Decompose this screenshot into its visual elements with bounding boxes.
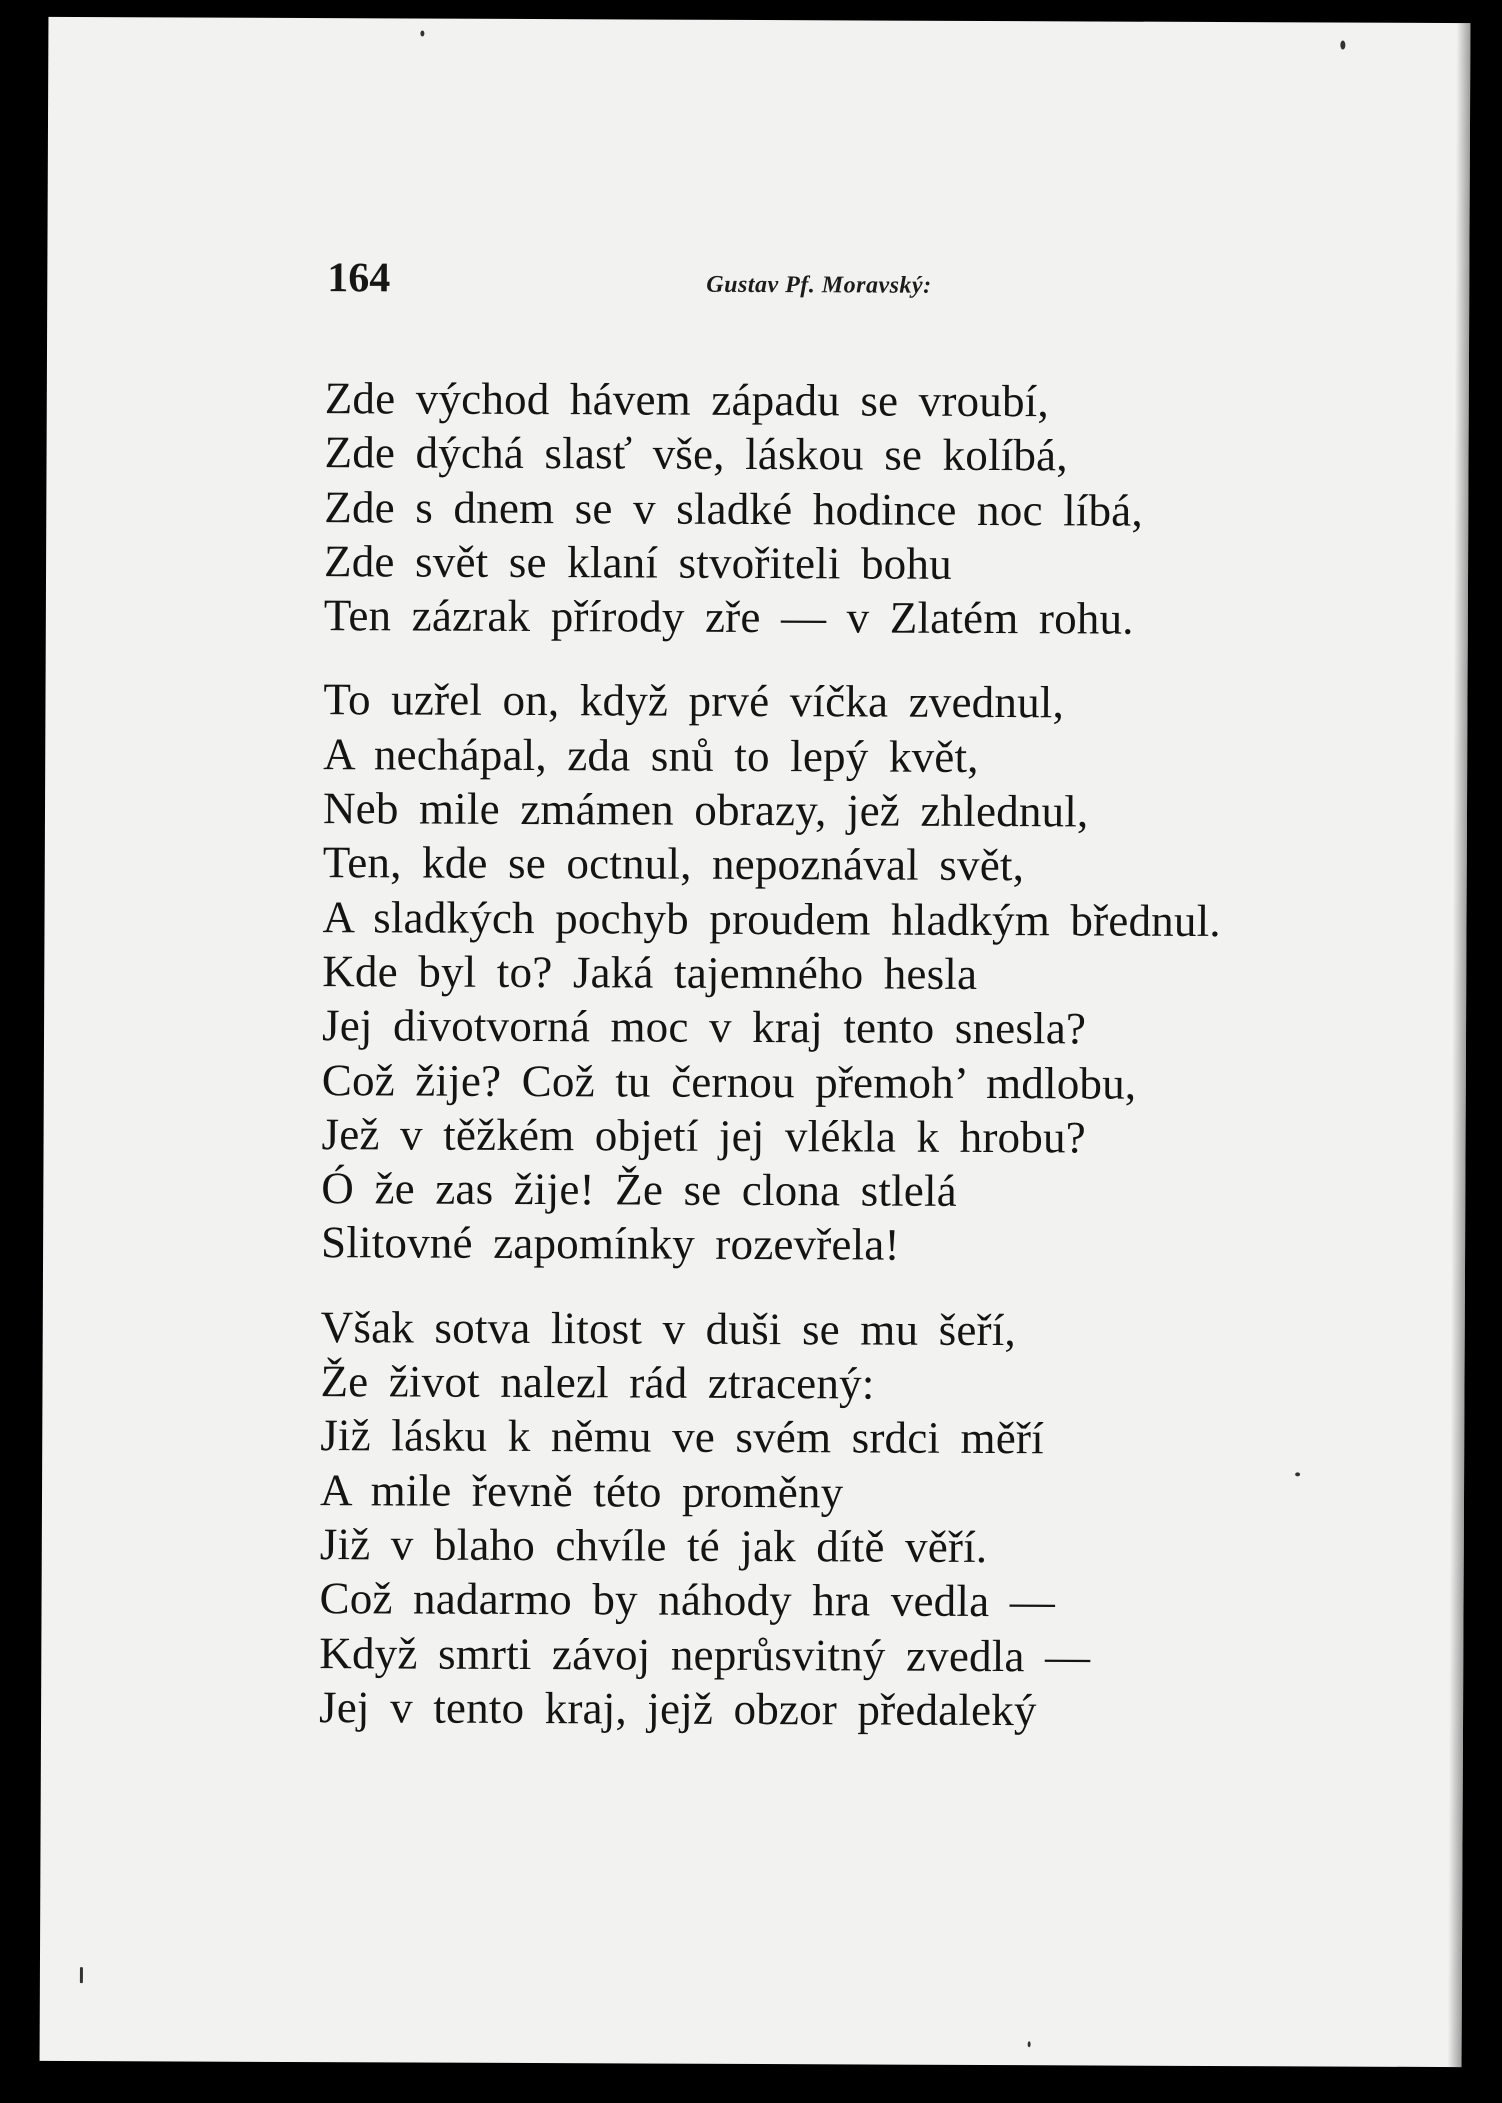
verse-line: A mile řevně této proměny	[319, 1464, 844, 1518]
verse-line: Již lásku k němu ve svém srdci měří	[320, 1410, 1044, 1464]
verse-line: Když smrti závoj neprůsvitný zvedla —	[319, 1627, 1091, 1681]
paper-speck	[1340, 41, 1345, 50]
verse-line: Zde svět se klaní stvořiteli bohu	[323, 536, 952, 589]
running-head: Gustav Pf. Moravský:	[706, 271, 932, 299]
verse-line: Což žije? Což tu černou přemoh’ mdlobu,	[321, 1054, 1137, 1109]
page-header	[327, 248, 1027, 321]
page-number: 164	[327, 255, 391, 302]
verse-line: Zde s dnem se v sladké hodince noc líbá,	[324, 481, 1143, 536]
verse-line: Však sotva litost v duši se mu šeří,	[320, 1301, 1017, 1355]
stanza-1	[324, 371, 1325, 647]
paper-speck	[80, 1967, 83, 1983]
verse-line: Což nadarmo by náhody hra vedla —	[319, 1573, 1056, 1627]
verse-line: Jej v tento kraj, jejž obzor předaleký	[318, 1681, 1037, 1736]
verse-line: A nechápal, zda snů to lepý květ,	[323, 728, 979, 782]
verse-line: Zde východ hávem západu se vroubí,	[324, 373, 1049, 427]
stanza-2	[321, 673, 1324, 1275]
verse-line: To uzřel on, když prvé víčka zvednul,	[323, 674, 1065, 728]
verse-line: Jež v těžkém objetí jej vlékla k hrobu?	[321, 1108, 1087, 1163]
book-page	[40, 17, 1471, 2067]
verse-line: Již v blaho chvíle té jak dítě věří.	[319, 1519, 988, 1572]
verse-line: Kde byl to? Jaká tajemného hesla	[322, 946, 978, 999]
paper-speck	[1028, 2041, 1031, 2047]
poem-text	[319, 371, 1325, 1768]
verse-line: Ó že zas žije! Že se clona stlelá	[321, 1163, 958, 1217]
stanza-3	[319, 1300, 1321, 1739]
verse-line: Slitovné zapomínky rozevřela!	[321, 1217, 900, 1271]
verse-line: Jej divotvorná moc v kraj tento snesla?	[321, 1000, 1087, 1054]
verse-line: Ten, kde se octnul, nepoznával svět,	[322, 837, 1025, 891]
verse-line: A sladkých pochyb proudem hladkým břednul.	[322, 891, 1221, 946]
verse-line: Že život nalezl rád ztracený:	[320, 1356, 875, 1409]
paper-speck	[1295, 1472, 1300, 1476]
paper-speck	[420, 31, 424, 37]
verse-line: Neb mile zmámen obrazy, jež zhlednul,	[322, 783, 1089, 837]
verse-line: Ten zázrak přírody zře — v Zlatém rohu.	[323, 590, 1134, 644]
verse-line: Zde dýchá slasť vše, láskou se kolíbá,	[324, 427, 1068, 481]
